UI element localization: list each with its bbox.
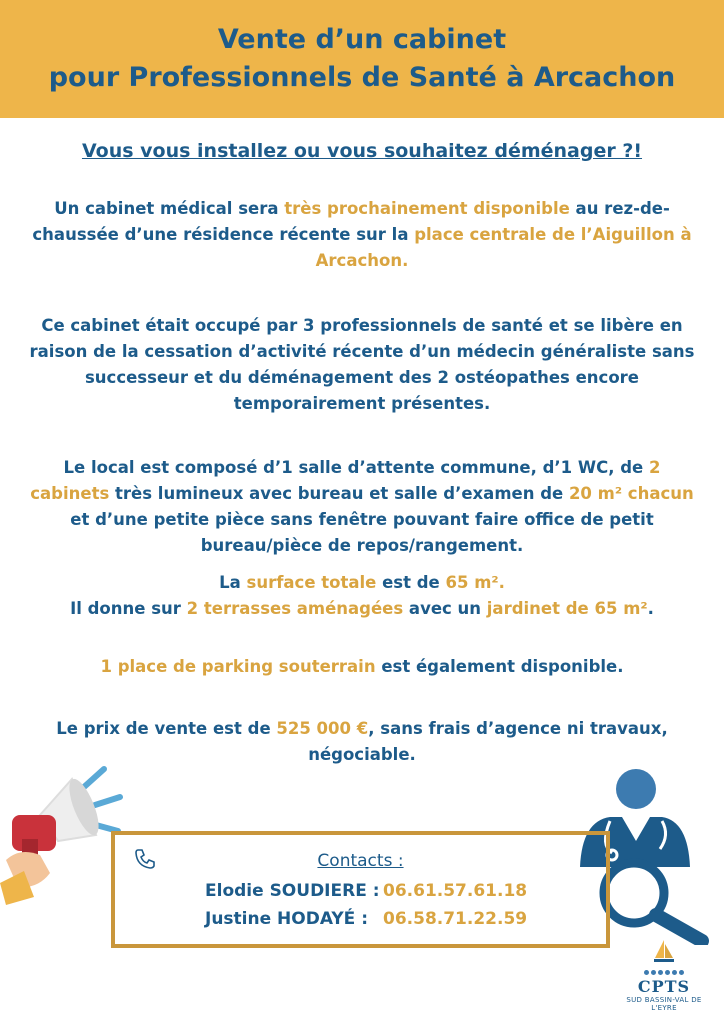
text: Le local est composé d’1 salle d’attente commune, d’1 WC, de xyxy=(63,458,649,477)
highlight-text: surface totale xyxy=(246,573,377,592)
paragraph-history: Ce cabinet était occupé par 3 professionnels de santé et se libère en raison de la cessation d’activité récente d’un médecin généraliste sans successeur et du déménagement des 2 ostéopathes encore temporairement présentes. xyxy=(29,316,695,413)
text: Un cabinet médical sera xyxy=(54,199,285,218)
highlight-text: jardinet de 65 m² xyxy=(486,599,648,618)
paragraph-availability xyxy=(22,196,702,274)
cpts-logo xyxy=(614,940,714,1012)
subtitle: Vous vous installez ou vous souhaitez déménager ?! xyxy=(81,140,643,162)
header-banner xyxy=(0,0,724,118)
text: et d’une petite pièce sans fenêtre pouvant faire office de petit bureau/pièce de repos/rangement. xyxy=(70,510,654,555)
text: . xyxy=(647,599,654,618)
contact-name: Elodie SOUDIERE : xyxy=(205,881,380,901)
text: Il donne sur xyxy=(70,599,187,618)
highlight-text: 2 terrasses aménagées xyxy=(186,599,404,618)
text: est de xyxy=(376,573,446,592)
contact-phone[interactable]: 06.58.71.22.59 xyxy=(383,909,528,929)
highlight-text: place centrale de l’Aiguillon à Arcachon. xyxy=(315,225,692,270)
contact-phone[interactable]: 06.61.57.61.18 xyxy=(383,881,528,901)
text: , sans frais d’agence ni travaux, négociable. xyxy=(308,719,668,764)
page-title-line-1: Vente d’un cabinet xyxy=(217,24,507,55)
paragraph-layout xyxy=(22,455,702,559)
text: très lumineux avec bureau et salle d’examen de xyxy=(109,484,569,503)
contacts-title: Contacts : xyxy=(317,851,404,871)
contact-row xyxy=(205,881,527,901)
highlight-text: 20 m² chacun xyxy=(568,484,694,503)
text: avec un xyxy=(403,599,487,618)
text: Le prix de vente est de xyxy=(56,719,277,738)
highlight-text: 65 m². xyxy=(445,573,505,592)
contacts-box xyxy=(111,831,610,948)
highlight-text: très prochainement disponible xyxy=(284,199,570,218)
logo-name: CPTS xyxy=(637,977,691,996)
highlight-text: 1 place de parking souterrain xyxy=(100,657,376,676)
text: La xyxy=(219,573,247,592)
paragraph-price xyxy=(22,716,702,768)
contact-name: Justine HODAYÉ : xyxy=(205,909,369,929)
paragraph-surface xyxy=(22,570,702,622)
sailboat-icon xyxy=(653,940,675,964)
text: au rez-de-chaussée d’une résidence récente sur la xyxy=(32,199,670,244)
highlight-text: 2 cabinets xyxy=(30,458,661,503)
page-title-line-2: pour Professionnels de Santé à Arcachon xyxy=(48,62,676,93)
contact-row xyxy=(205,909,527,929)
highlight-text: 525 000 € xyxy=(276,719,369,738)
paragraph-parking xyxy=(22,654,702,680)
logo-dots xyxy=(614,970,714,975)
logo-subtitle: SUD BASSIN-VAL DE L'EYRE xyxy=(626,996,702,1012)
text: est également disponible. xyxy=(375,657,624,676)
